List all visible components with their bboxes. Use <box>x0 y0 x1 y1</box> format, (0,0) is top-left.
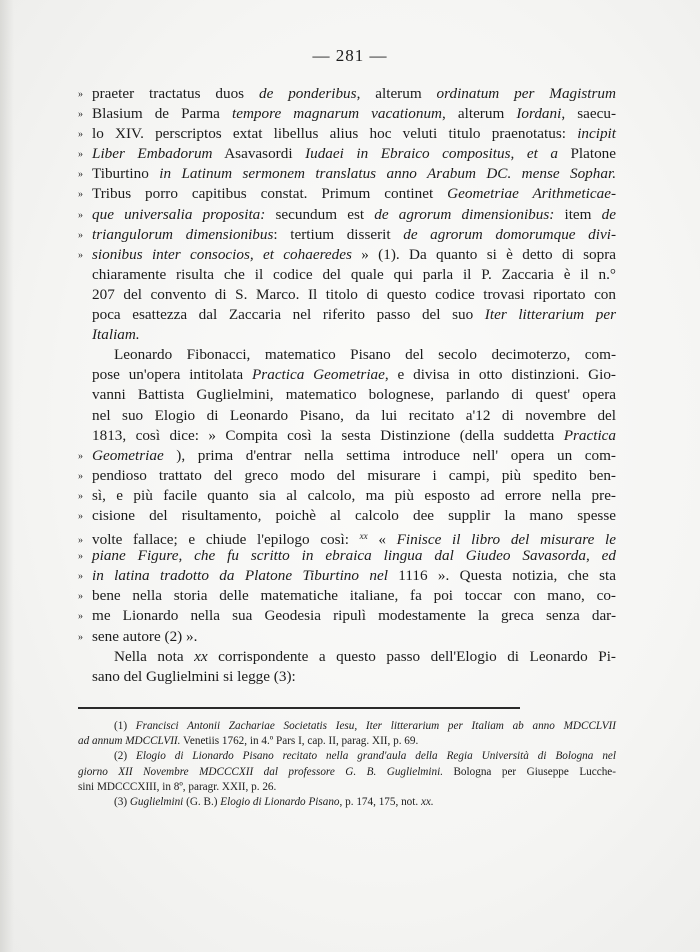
text-line <box>78 205 616 225</box>
italic-text: che fu scritto in ebraica lingua dal Giudeo Savasorda <box>194 547 586 565</box>
text-segment: Venetiis 1762, in 4.º Pars I, cap. II, parag. XII, p. 69. <box>180 735 419 748</box>
quotation-mark: » <box>78 129 83 141</box>
italic-text: de ponderibus <box>258 85 357 102</box>
italic-text: Elogio di Lionardo Pisano <box>220 795 340 808</box>
text-segment: bene nella storia delle matematiche italiane, fa poi toccar con mano, co- <box>92 587 616 605</box>
text-line <box>78 546 616 566</box>
italic-text: triangulorum dimensionibus <box>92 225 274 243</box>
text-segment: , saecu- <box>561 105 616 123</box>
italic-text: giorno XII Novembre MDCCCXII dal professore G. B. Guglielmini. <box>78 765 443 778</box>
italic-text: in latina tradotto da Platone Tiburtino nel <box>92 567 388 585</box>
quotation-mark: » <box>78 89 83 100</box>
text-segment: (1) <box>114 720 136 732</box>
text-segment: 1813, così dice: » Compita così la sesta Distinzione (della suddetta <box>92 426 564 444</box>
text-line <box>78 225 616 245</box>
text-segment: Leonardo Fibonacci, matematico Pisano del secolo decimoterzo, com- <box>114 346 616 364</box>
superscript-mark: xx <box>359 531 368 542</box>
text-segment: , <box>585 547 602 565</box>
text-line <box>78 566 616 586</box>
footnote-line <box>78 734 616 749</box>
quotation-mark: » <box>78 229 83 241</box>
text-segment: 1116 ». Questa notizia, che sta <box>387 567 616 585</box>
quotation-mark: » <box>78 149 83 161</box>
italic-text: piane Figure <box>92 547 179 565</box>
text-line <box>78 164 616 184</box>
text-segment: nel suo Elogio di Leonardo Pisano, da lui recitato a'12 di novembre del <box>92 406 616 424</box>
quotation-mark: » <box>78 249 83 261</box>
text-segment: pendioso trattato del greco modo del misurare i campi, più spedito ben- <box>92 466 616 484</box>
italic-text: xx <box>194 647 208 665</box>
text-segment: (2) <box>114 750 136 763</box>
text-segment: vanni Battista Guglielmini, matematico bolognese, parlando di quest' opera <box>92 386 616 404</box>
quotation-mark: » <box>78 631 83 643</box>
italic-text: Italiam. <box>92 326 140 344</box>
italic-text: de <box>601 205 616 223</box>
italic-text: Iudaei in Ebraico compositus <box>305 145 511 163</box>
text-segment: poca esattezza dal Zaccaria nel riferito passo del suo <box>92 306 485 324</box>
text-segment: , <box>510 145 527 163</box>
italic-text: Guglielmini <box>129 795 184 808</box>
footnote-line <box>78 749 616 764</box>
text-segment: praeter tractatus duos <box>92 85 259 102</box>
italic-text: Elogio di Lionardo Pisano recitato nella grand'aula della Regia Università di Bologna nel <box>136 750 616 763</box>
text-segment: me Lionardo nella sua Geodesia ripulì modestamente la greca senza dar- <box>92 607 616 625</box>
text-segment: secundum est <box>265 205 375 223</box>
text-segment: cisione del risultamento, poichè al calcolo dee supplir la mano spesse <box>92 506 616 524</box>
quotation-mark: » <box>78 510 83 522</box>
quotation-mark: » <box>78 571 83 583</box>
text-segment: Blasium de Parma <box>92 105 232 123</box>
text-segment: pose un'opera intitolata <box>92 366 253 384</box>
text-segment: sene autore (2) ». <box>92 627 198 645</box>
italic-text: que universalia proposita: <box>92 205 266 223</box>
text-line <box>78 526 617 549</box>
italic-text: tempore magnarum vacationum <box>231 105 443 123</box>
footnotes <box>78 719 616 810</box>
quotation-mark: » <box>78 611 83 623</box>
italic-text: ad annum MDCCLVII. <box>78 735 181 748</box>
italic-text: Practica Geometriae <box>252 366 385 384</box>
italic-text: Practica <box>563 426 616 444</box>
italic-text: de agrorum domorumque divi- <box>403 225 616 243</box>
text-line <box>78 506 616 526</box>
footnote-line <box>78 719 616 734</box>
text-segment: corrispondente a questo passo dell'Elogio di Leonardo Pi- <box>207 647 616 665</box>
footnote-rule <box>78 707 520 709</box>
text-segment: , alterum <box>356 85 437 102</box>
quotation-mark: » <box>78 535 83 547</box>
page-edge-shadow <box>0 0 14 952</box>
quotation-mark: » <box>78 209 83 221</box>
italic-text: Iter litterarium per <box>484 306 616 324</box>
quotation-mark: » <box>78 591 83 603</box>
text-line <box>78 285 616 305</box>
text-line <box>78 144 616 164</box>
text-line <box>78 365 616 385</box>
text-segment: chiaramente risulta che il codice del quale qui parla il P. Zaccaria è il n.° <box>92 265 616 283</box>
body-text <box>78 84 616 687</box>
text-segment: item <box>554 205 602 223</box>
quotation-mark: » <box>78 490 83 502</box>
text-line <box>78 486 616 506</box>
text-segment: » (1). Da quanto si è detto di sopra <box>351 245 616 263</box>
text-segment: sì, e più facile quanto sia al calcolo, ma più esposto ad errore nella pre- <box>92 486 616 504</box>
italic-text: et a <box>526 145 558 163</box>
footnote-line <box>78 780 616 795</box>
italic-text: Francisci Antonii Zachariae Societatis Iesu, Iter litterarium per Italiam ab anno MDCCLVII <box>135 720 616 732</box>
text-line <box>78 385 616 405</box>
quotation-mark: » <box>78 450 83 462</box>
italic-text: Geometriae Arithmeticae- <box>447 185 616 203</box>
text-segment: Tribus porro capitibus constat. Primum continet <box>92 185 448 203</box>
text-segment: « <box>367 531 397 549</box>
text-segment: , <box>178 547 195 565</box>
italic-text: ordinatum per Magistrum <box>436 85 616 102</box>
text-line <box>78 184 616 204</box>
footnote-line <box>78 765 616 780</box>
text-line <box>78 265 616 285</box>
italic-text: xx. <box>420 795 434 808</box>
text-segment: Tiburtino <box>92 165 160 183</box>
text-line <box>78 627 616 647</box>
text-segment: sano del Guglielmini si legge (3): <box>92 667 296 685</box>
text-segment: Nella nota <box>114 647 195 665</box>
text-line <box>78 245 616 265</box>
text-line <box>78 667 616 687</box>
text-segment: (3) <box>114 795 130 808</box>
text-line <box>78 124 616 144</box>
text-segment: Bologna per Giuseppe Lucche- <box>443 765 616 778</box>
quotation-mark: » <box>78 189 83 201</box>
text-line <box>78 446 616 466</box>
italic-text: incipit <box>577 125 616 143</box>
text-line <box>78 84 616 104</box>
text-line <box>78 466 616 486</box>
text-segment: sini MDCCCXIII, in 8º, paragr. XXII, p. 26. <box>78 780 277 793</box>
text-segment: (G. B.) <box>183 795 221 808</box>
quotation-mark: » <box>78 551 83 563</box>
italic-text: ed <box>601 547 616 565</box>
text-line <box>78 406 616 426</box>
quotation-mark: » <box>78 109 83 121</box>
page-number: — 281 — <box>312 46 388 65</box>
text-segment: , p. 174, 175, not. <box>339 795 421 808</box>
footnote-line <box>78 795 616 810</box>
text-segment: , e divisa in otto distinzioni. Gio- <box>384 366 616 384</box>
quotation-mark: » <box>78 470 83 482</box>
text-segment: lo XIV. perscriptos extat libellus alius hoc veluti titulo praenotatus: <box>92 125 578 143</box>
quotation-mark: » <box>78 169 83 181</box>
text-line <box>78 647 616 667</box>
text-line <box>78 606 616 626</box>
text-line <box>78 586 616 606</box>
italic-text: Iordani <box>516 105 562 123</box>
text-line <box>78 426 616 446</box>
text-segment: 207 del convento di S. Marco. Il titolo di questo codice trovasi riportato con <box>92 285 616 303</box>
text-segment: Asavasordi <box>212 145 306 163</box>
text-segment: ), prima d'entrar nella settima introduce nell' opera un com- <box>163 446 616 464</box>
text-line <box>78 104 616 124</box>
italic-text: de agrorum dimensionibus: <box>374 205 555 223</box>
italic-text: Geometriae <box>92 446 164 464</box>
text-segment: volte fallace; e chiude l'epilogo così: <box>92 531 360 549</box>
text-segment: : tertium disserit <box>273 225 404 243</box>
italic-text: Liber Embadorum <box>92 145 213 163</box>
text-line <box>78 345 616 365</box>
italic-text: Finisce il libro del misurare le <box>396 531 617 549</box>
text-line <box>78 325 616 345</box>
text-line <box>78 305 616 325</box>
text-segment: Platone <box>557 145 616 163</box>
italic-text: in Latinum sermonem translatus anno Arabum DC. mense Sophar. <box>159 165 616 183</box>
italic-text: sionibus inter consocios, et cohaeredes <box>92 245 352 263</box>
text-segment: , alterum <box>442 105 517 123</box>
